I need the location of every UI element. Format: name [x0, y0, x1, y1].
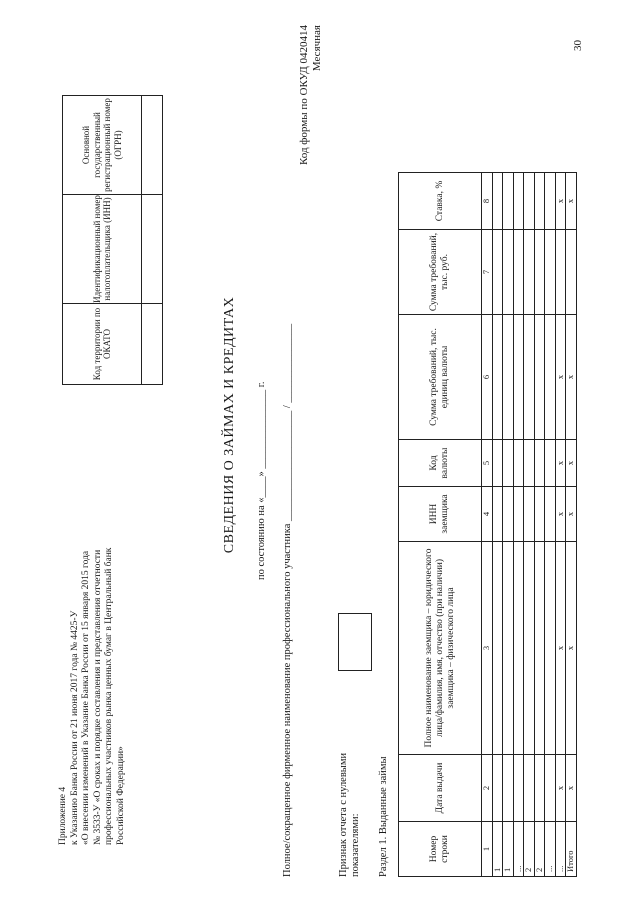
- currency-code-cell[interactable]: [534, 440, 545, 487]
- header-line: к Указанию Банка России от 21 июня 2017 года № 4425-У: [69, 610, 80, 845]
- inn-cell[interactable]: [503, 487, 514, 542]
- col-header-issue-date: Дата выдачи: [399, 755, 482, 822]
- row-number: 2: [534, 822, 545, 877]
- table-row: [524, 173, 535, 877]
- amount-currency-cell[interactable]: [534, 315, 545, 440]
- as-of-date: по состоянию на «____» _______________ г.: [256, 381, 267, 580]
- total-label: Итого: [566, 822, 577, 877]
- loans-table: [398, 172, 577, 877]
- column-number: 2: [482, 755, 493, 822]
- header-line: профессиональных участников рынка ценных бумаг в Центральный банк: [104, 547, 114, 845]
- borrower-cell[interactable]: [545, 542, 556, 755]
- row-number: ...: [513, 822, 524, 877]
- col-header-amount-rub: Сумма требований, тыс. руб.: [399, 230, 482, 315]
- amount-currency-cell[interactable]: [503, 315, 514, 440]
- borrower-cell[interactable]: [524, 542, 535, 755]
- col-header-currency-code: Код валюты: [399, 440, 482, 487]
- row-number: 1: [503, 822, 514, 877]
- amount-rub-cell[interactable]: [524, 230, 535, 315]
- amount-currency-cell: x: [566, 315, 577, 440]
- amount-rub-cell[interactable]: [503, 230, 514, 315]
- inn-header: Идентификационный номер налогоплательщика (ИНН): [63, 195, 142, 304]
- borrower-cell: x: [555, 542, 566, 755]
- col-header-inn: ИНН заемщика: [399, 487, 482, 542]
- participant-name-line: Полное/сокращенное фирменное наименование профессионального участника _____________________ / _______________: [282, 323, 293, 877]
- report-period: Месячная: [310, 25, 323, 72]
- header-line: № 3533-У «О сроках и порядке составления и представления отчетности: [92, 549, 103, 845]
- row-number: ...: [545, 822, 556, 877]
- col-header-borrower: Полное наименование заемщика – юридического лица/фамилия, имя, отчество (при наличии) заемщика – физического лица: [399, 542, 482, 755]
- amount-currency-cell: x: [555, 315, 566, 440]
- column-number: 8: [482, 173, 493, 230]
- inn-cell[interactable]: [142, 195, 163, 304]
- rate-cell: x: [555, 173, 566, 230]
- rate-cell[interactable]: [513, 173, 524, 230]
- section-title: Раздел 1. Выданные займы: [378, 756, 389, 877]
- rate-cell[interactable]: [545, 173, 556, 230]
- zero-report-sign-label: Признак отчета с нулевыми показателями:: [338, 752, 361, 877]
- issue-date-cell[interactable]: [503, 755, 514, 822]
- appendix-header: [58, 525, 127, 845]
- okato-header: Код территории по ОКАТО: [63, 304, 142, 385]
- column-number: 1: [482, 822, 493, 877]
- rate-cell[interactable]: [492, 173, 503, 230]
- col-header-rate: Ставка, %: [399, 173, 482, 230]
- issue-date-cell[interactable]: [545, 755, 556, 822]
- amount-rub-cell[interactable]: [534, 230, 545, 315]
- issue-date-cell[interactable]: [524, 755, 535, 822]
- column-number: 7: [482, 230, 493, 315]
- inn-cell[interactable]: [492, 487, 503, 542]
- borrower-cell[interactable]: [503, 542, 514, 755]
- issue-date-cell[interactable]: [513, 755, 524, 822]
- ogrn-header: Основной государственный регистрационный номер (ОГРН): [63, 96, 142, 195]
- issue-date-cell: x: [555, 755, 566, 822]
- inn-cell: x: [555, 487, 566, 542]
- column-number: 4: [482, 487, 493, 542]
- amount-rub-cell[interactable]: [513, 230, 524, 315]
- table-row: [555, 173, 566, 877]
- rate-cell[interactable]: [524, 173, 535, 230]
- inn-cell[interactable]: [545, 487, 556, 542]
- issue-date-cell[interactable]: [492, 755, 503, 822]
- okud-block: [298, 25, 323, 265]
- issue-date-cell[interactable]: [534, 755, 545, 822]
- inn-cell[interactable]: [534, 487, 545, 542]
- amount-currency-cell[interactable]: [524, 315, 535, 440]
- ogrn-cell[interactable]: [142, 96, 163, 195]
- row-number: ...: [555, 822, 566, 877]
- column-numbers-row: [482, 173, 493, 877]
- amount-rub-cell[interactable]: [492, 230, 503, 315]
- okud-code: Код формы по ОКУД 0420414: [298, 25, 310, 166]
- table-row: [492, 173, 503, 877]
- borrower-cell: x: [566, 542, 577, 755]
- currency-code-cell: x: [566, 440, 577, 487]
- borrower-cell[interactable]: [492, 542, 503, 755]
- amount-rub-cell[interactable]: [545, 230, 556, 315]
- row-number: 2: [524, 822, 535, 877]
- form-title: СВЕДЕНИЯ О ЗАЙМАХ И КРЕДИТАХ: [222, 296, 237, 554]
- table-row: [503, 173, 514, 877]
- inn-cell[interactable]: [524, 487, 535, 542]
- column-number: 5: [482, 440, 493, 487]
- amount-currency-cell[interactable]: [545, 315, 556, 440]
- currency-code-cell: x: [555, 440, 566, 487]
- currency-code-cell[interactable]: [492, 440, 503, 487]
- header-line: Приложение 4: [58, 786, 68, 845]
- zero-report-sign-box[interactable]: [338, 613, 372, 671]
- codes-table: [62, 95, 163, 385]
- header-line: «О внесении изменений в Указание Банка России от 15 января 2015 года: [81, 550, 91, 845]
- rate-cell[interactable]: [534, 173, 545, 230]
- table-row: [513, 173, 524, 877]
- total-row: [566, 173, 577, 877]
- currency-code-cell[interactable]: [524, 440, 535, 487]
- inn-cell: x: [566, 487, 577, 542]
- total-amount-rub-cell[interactable]: [566, 230, 577, 315]
- amount-currency-cell[interactable]: [513, 315, 524, 440]
- header-line: Российской Федерации»: [115, 746, 126, 845]
- amount-rub-cell[interactable]: [555, 230, 566, 315]
- inn-cell[interactable]: [513, 487, 524, 542]
- rate-cell[interactable]: [503, 173, 514, 230]
- col-header-amount-currency: Сумма требований, тыс. единиц валюты: [399, 315, 482, 440]
- currency-code-cell[interactable]: [503, 440, 514, 487]
- row-number: 1: [492, 822, 503, 877]
- col-header-row-number: Номер строки: [399, 822, 482, 877]
- issue-date-cell: x: [566, 755, 577, 822]
- currency-code-cell[interactable]: [513, 440, 524, 487]
- borrower-cell[interactable]: [513, 542, 524, 755]
- okato-cell[interactable]: [142, 304, 163, 385]
- amount-currency-cell[interactable]: [492, 315, 503, 440]
- table-row: [534, 173, 545, 877]
- table-row: [545, 173, 556, 877]
- borrower-cell[interactable]: [534, 542, 545, 755]
- column-number: 6: [482, 315, 493, 440]
- currency-code-cell[interactable]: [545, 440, 556, 487]
- page-number: 30: [572, 40, 584, 51]
- column-number: 3: [482, 542, 493, 755]
- rate-cell: x: [566, 173, 577, 230]
